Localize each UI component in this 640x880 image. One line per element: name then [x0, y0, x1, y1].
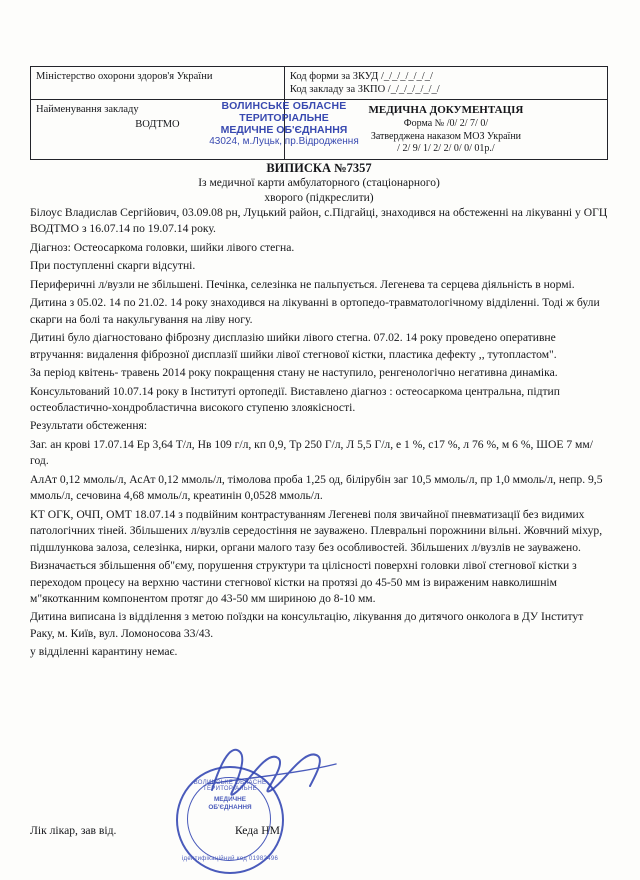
- signature-name: Кеда НМ: [235, 824, 280, 837]
- form-code-zkud: Код форми за ЗКУД /_/_/_/_/_/_/: [289, 71, 433, 82]
- paragraph-consultation: Консультований 10.07.14 року в Інституті ортопедії. Виставлено діагноз : остеосаркома центральна, підтип остеобластично-хондробластична високого ступеню злоякісності.: [30, 384, 560, 414]
- approval-code-line: / 2/ 9/ 1/ 2/ 2/ 0/ 0/ 01р./: [397, 143, 495, 154]
- document-title-block: [30, 160, 608, 206]
- institution-code-zkpo: Код закладу за ЗКПО /_/_/_/_/_/_/: [289, 84, 440, 96]
- paragraph-patient-info: Білоус Владислав Сергійович, 03.09.08 рн, Луцький район, с.Підгайці, знаходився на обстеженні на лікуванні у ОГЦ ВОДТМО з 16.07.14 по 19.07.14 року.: [30, 206, 608, 236]
- paragraph-examination-nodes: Периферичні л/вузли не збільшені. Печінка, селезінка не пальпується. Легенева та серцева діяльність в нормі.: [30, 277, 575, 291]
- stamp-inner-text: МЕДИЧНЕ ОБ'ЄДНАННЯ: [208, 796, 252, 811]
- institution-label: Найменування закладу: [36, 104, 139, 116]
- ministry-name: Міністерство охорони здоров'я України: [36, 71, 213, 82]
- paragraph-dynamics: За період квітень- травень 2014 року покращення стану не наступило, ренгенологічно негативна динаміка.: [30, 366, 558, 380]
- document-body: [30, 205, 610, 663]
- paragraph-ct-scan: КТ ОГК, ОЧП, ОМТ 18.07.14 з подвійним контрастуванням Легеневі поля звичайної пневматизації без видимих патологічних тіней. Збільшених л/вузлів середостіння не зауважено. Плевральні порожнини вільні. Жовчний міхур, підшлункова залоза, селезінка, нирки, органи малого тазу без особливостей. Збільшених л/вузлів не зауважено.: [30, 507, 603, 554]
- paragraph-surgery: Дитині було діагностовано фіброзну дисплазію шийки лівого стегна. 07.02. 14 року проведено оперативне втручання: видалення фіброзної дисплазії шийки лівої стегнової кістки, пластика дефекту ,, тутопластом".: [30, 331, 557, 361]
- table-row: [31, 100, 608, 159]
- institution-value: ВОДТМО: [135, 119, 180, 131]
- paragraph-blood-test: Заг. ан крові 17.07.14 Ер 3,64 Т/л, Нв 109 г/л, кп 0,9, Тр 250 Г/л, Л 5,5 Г/л, е 1 %, с17 %, л 76 %, м 6 %, ШОЕ 7 мм/год.: [30, 437, 593, 468]
- paragraph-biochemistry: АлАт 0,12 ммоль/л, АсАт 0,12 ммоль/л, тімолова проба 1,25 од, білірубін заг 10,5 ммоль/л, пр 1,0 ммоль/л, непр. 9,5 ммоль/л, сечовина 4,68 ммоль/л, креатинін 0,0528 ммоль/л.: [30, 472, 603, 503]
- paragraph-femur-findings: Визначається збільшення об"єму, порушення структури та цілісності поверхні головки лівої стегнової кістки з переходом процесу на верхню частини стегнової кістки на протязі до 45-50 мм із вираженим навколишнім м"якотканним компонентом протяг до 43-50 мм шириною до 8-10 мм.: [30, 559, 577, 605]
- paragraph-previous-treatment: Дитина з 05.02. 14 по 21.02. 14 року знаходився на лікуванні в ортопедо-травматологічному відділенні. Тоді ж були скарги на болі та накульгування на ліву ногу.: [30, 296, 600, 326]
- code-cell: [284, 67, 607, 100]
- stamp-line-2: ТЕРИТОРІАЛЬНЕ: [239, 112, 329, 125]
- paragraph-discharge: Дитина виписана із відділення з метою поїздки на консультацію, лікування до дитячого онколога в ДУ Інститут Раку, м. Київ, вул. Ломоносова 33/43.: [30, 610, 584, 640]
- form-number-line: Форма № /0/ 2/ 7/ 0/: [403, 118, 489, 129]
- ministry-cell: [31, 67, 285, 100]
- table-row: [31, 67, 608, 100]
- stamp-arc-top: ВОЛИНСЬКЕ ОБЛАСНЕ ТЕРИТОРІАЛЬНЕ: [193, 780, 267, 792]
- paragraph-quarantine: у відділенні карантину немає.: [30, 645, 178, 659]
- stamp-line-1: ВОЛИНСЬКЕ ОБЛАСНЕ: [221, 100, 347, 112]
- page-title: ВИПИСКА №7357: [266, 161, 372, 175]
- signature-label: Лік лікар, зав від.: [30, 824, 117, 837]
- paragraph-admission-complaints: При поступленні скарги відсутні.: [30, 259, 196, 273]
- medical-documentation-cell: [284, 100, 607, 159]
- paragraph-diagnosis: Діагноз: Остеосаркома головки, шийки лівого стегна.: [30, 240, 295, 254]
- handwritten-signature: [206, 734, 356, 804]
- medical-documentation-title: МЕДИЧНА ДОКУМЕНТАЦІЯ: [368, 104, 524, 117]
- title-subline-1: Із медичної карти амбулаторного (стаціонарного): [198, 177, 440, 190]
- approval-line: Затверджена наказом МОЗ України: [370, 130, 522, 142]
- stamp-line-4: 43024, м.Луцьк, пр.Відродження: [209, 136, 359, 148]
- header-table: [30, 66, 608, 160]
- institution-cell: [31, 100, 285, 159]
- title-subline-2: хворого (підкреслити): [264, 192, 374, 205]
- stamp-line-3: МЕДИЧНЕ ОБ'ЄДНАННЯ: [220, 124, 348, 137]
- stamp-arc-bottom: ідентифікаційний код 01982496: [181, 856, 279, 862]
- paragraph-results-header: Результати обстеження:: [30, 419, 148, 433]
